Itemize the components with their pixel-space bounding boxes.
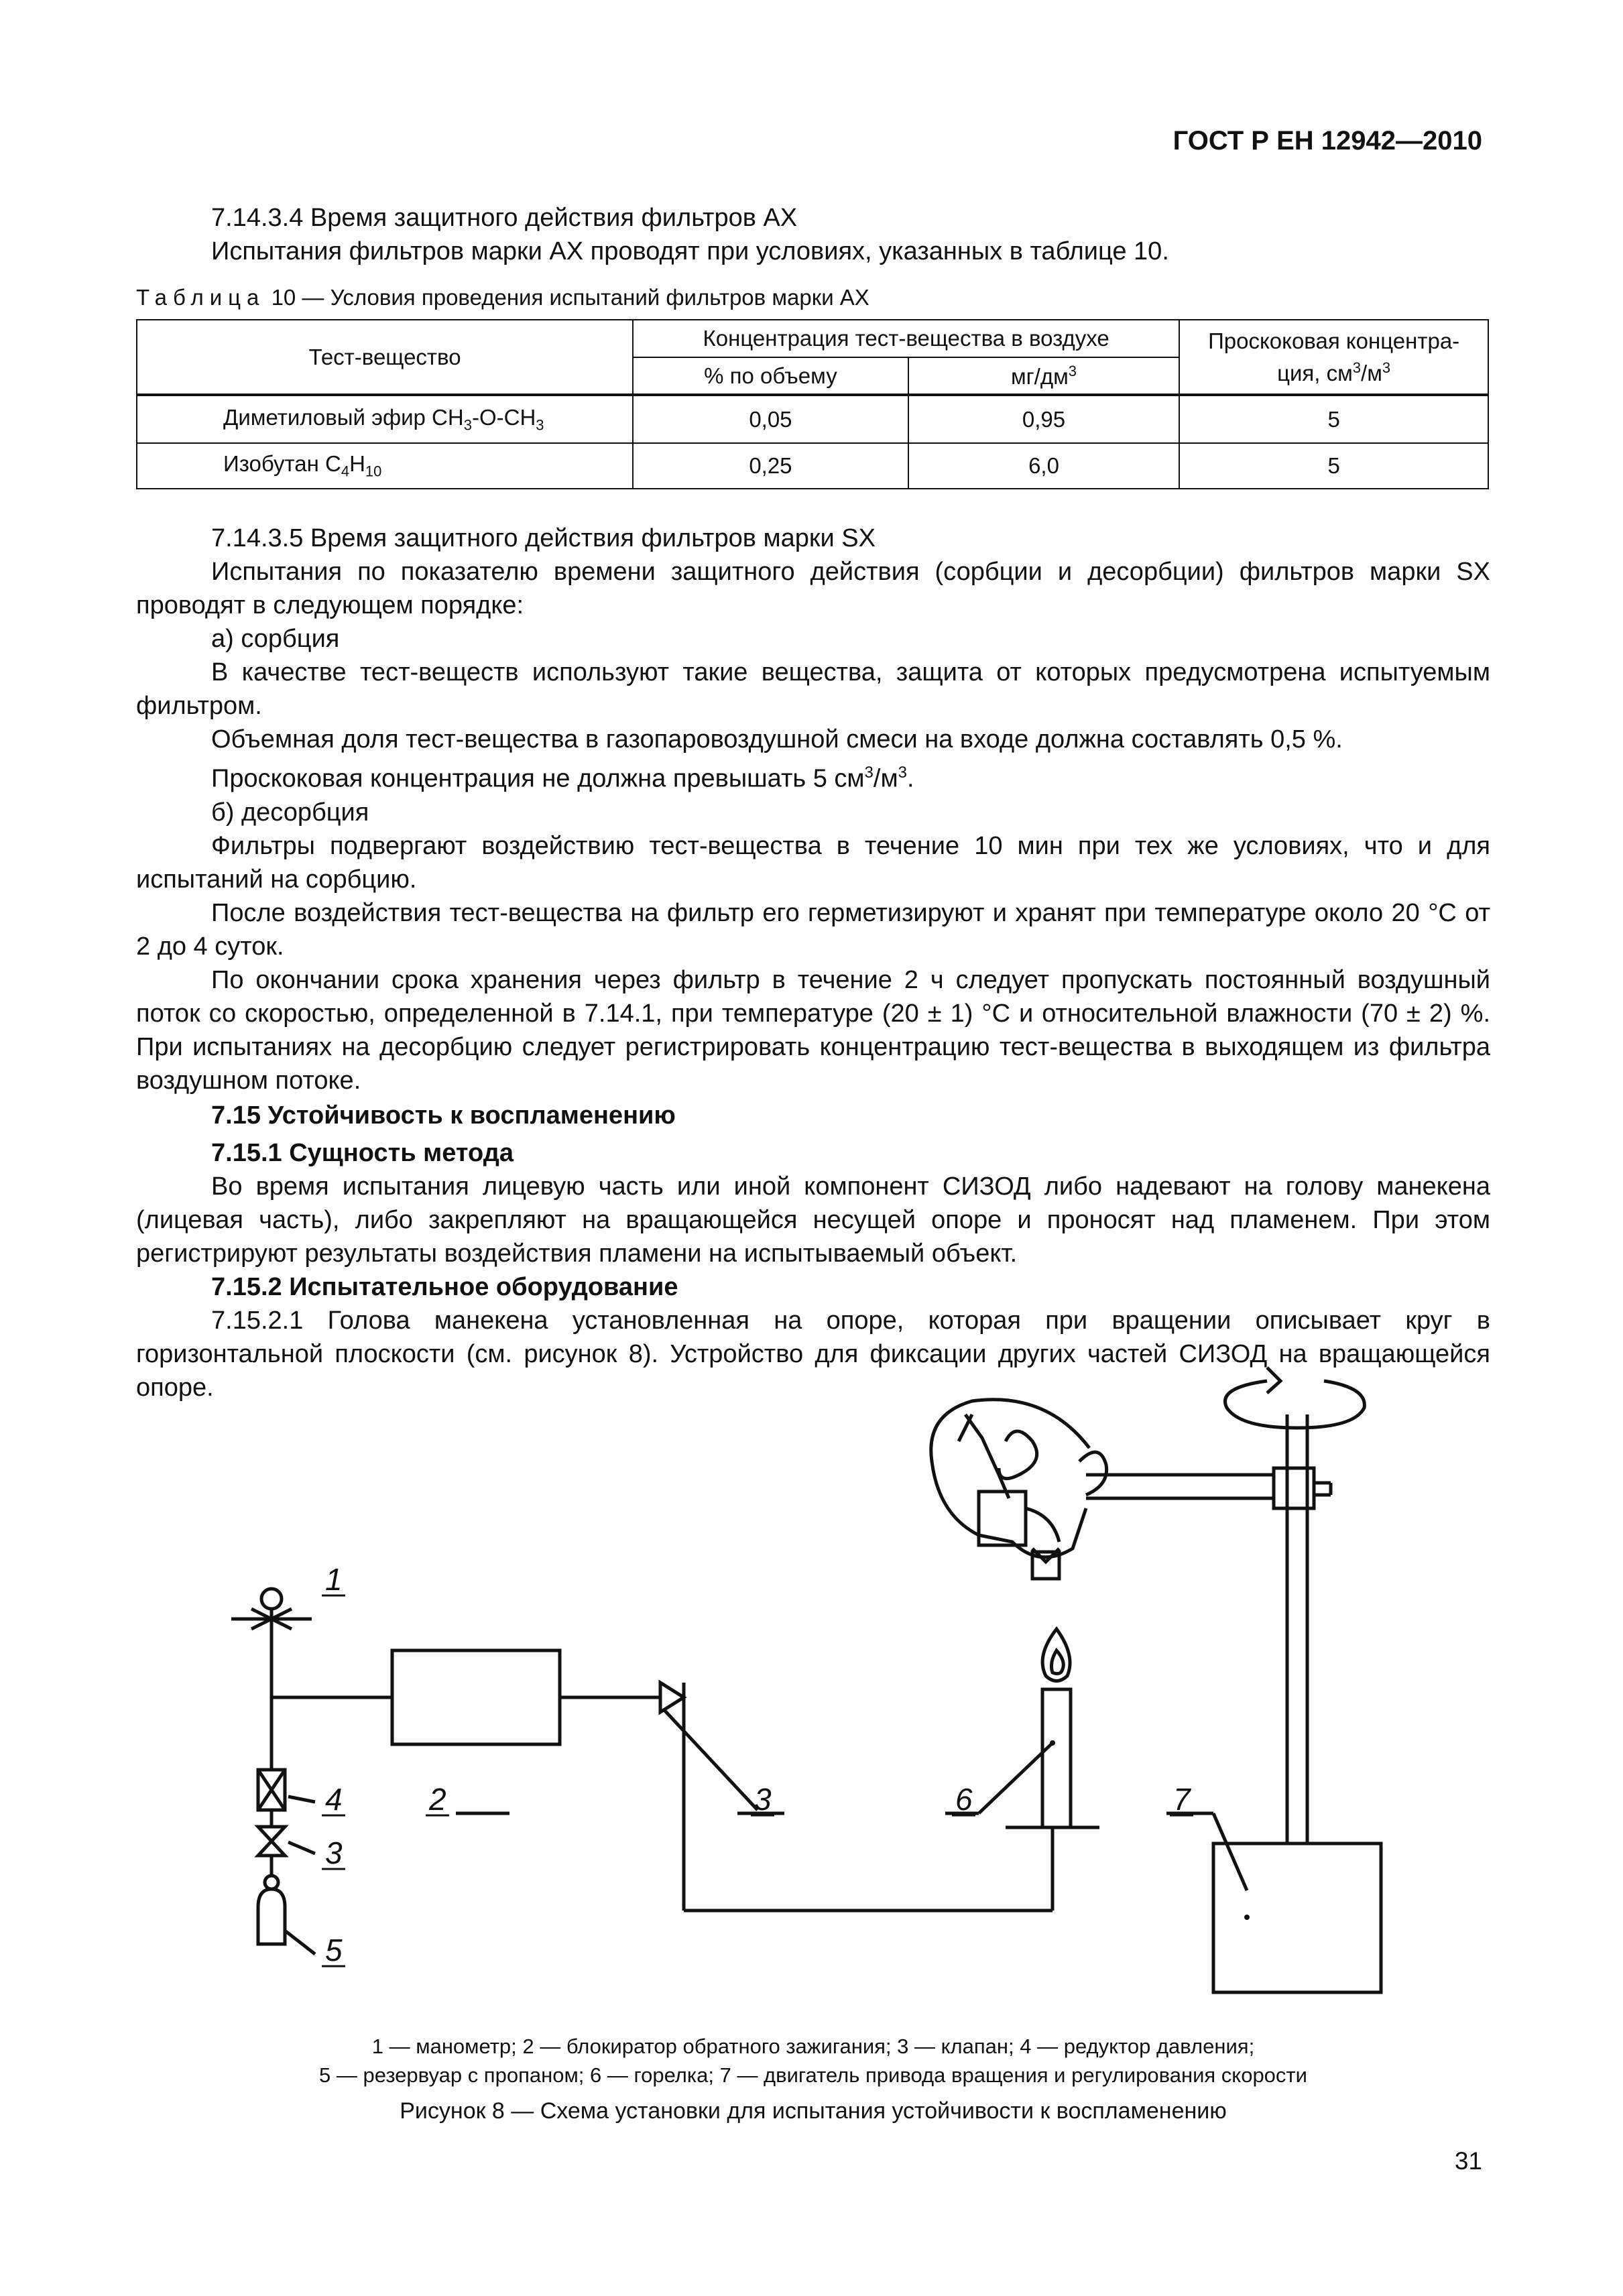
- label-6: 6: [955, 1782, 973, 1817]
- label-2: 2: [429, 1782, 446, 1817]
- valve-icon: [660, 1683, 684, 1712]
- figure-legend-line-2: 5 — резервуар с пропаном; 6 — горелка; 7 — двигатель привода вращения и регулирования скорости: [319, 2063, 1307, 2087]
- paragraph: По окончании срока хранения через фильтр в течение 2 ч следует пропускать постоянный воздушный поток со скоростью, определенной в 7.14.1, при температуре (20 ± 1) °С и относительной влажности (70 ± 2) %. При испытаниях на десорбцию следует регистрировать концентрацию тест-вещества в выходящем из фильтра воздушном потоке.: [136, 965, 1490, 1095]
- table-cell: 0,05: [633, 395, 908, 443]
- paragraph: Испытания по показателю времени защитного действия (сорбции и десорбции) фильтров марки SX проводят в следующем порядке:: [136, 558, 1490, 619]
- header-percent: % по объему: [633, 357, 908, 395]
- table-cell: Изобутан $C_4H_{10}$: [137, 443, 633, 489]
- subsection-title: 7.15.2 Испытательное оборудование: [211, 1272, 678, 1301]
- list-item: б) десорбция: [211, 798, 369, 827]
- document-header: ГОСТ Р ЕН 12942—2010: [1173, 126, 1482, 156]
- label-4: 4: [325, 1782, 343, 1817]
- paragraph: Во время испытания лицевую часть или иной компонент СИЗОД либо надевают на голову манекена (лицевая часть), либо закрепляют на вращающейся несущей опоре и проносят над пламенем. При этом регистрируют результаты воздействия пламени на испытываемый объект.: [136, 1172, 1490, 1268]
- paragraph: Проскоковая концентрация не должна превышать 5 $см^3/м^3$.: [211, 764, 914, 793]
- table-cell: 5: [1179, 443, 1488, 489]
- header-concentration: Концентрация тест-вещества в воздухе: [633, 320, 1179, 357]
- paragraph: 7.15.2.1 Голова манекена установленная на опоре, которая при вращении описывает круг в горизонтальной плоскости (см. рисунок 8). Устройство для фиксации других частей СИЗОД на вращающейся опоре.: [136, 1306, 1490, 1402]
- table-cell: 5: [1179, 395, 1488, 443]
- dummy-head-icon: [931, 1400, 1107, 1579]
- table-cell: Диметиловый эфир $CH_3-O-CH_3$: [137, 395, 633, 443]
- label-7: 7: [1173, 1782, 1191, 1817]
- label-3: 3: [754, 1782, 772, 1817]
- table-cell: 6,0: [908, 443, 1179, 489]
- label-1: 1: [325, 1562, 343, 1597]
- valve-icon: [258, 1827, 285, 1856]
- manometer-icon: [261, 1589, 282, 1609]
- paragraph: Испытания фильтров марки АХ проводят при условиях, указанных в таблице 10.: [211, 237, 1169, 265]
- paragraph: Фильтры подвергают воздействию тест-вещества в течение 10 мин при тех же условиях, что и для испытаний на сорбцию.: [136, 831, 1490, 894]
- propane-tank-icon: [258, 1889, 285, 1944]
- subsection-title: 7.15.1 Сущность метода: [211, 1138, 514, 1167]
- page-number: 31: [1454, 2147, 1482, 2175]
- figure-legend-line-1: 1 — манометр; 2 — блокиратор обратного зажигания; 3 — клапан; 4 — редуктор давления;: [371, 2035, 1255, 2058]
- paragraph: В качестве тест-веществ используют такие вещества, защита от которых предусмотрена испытуемым фильтром.: [136, 658, 1490, 720]
- label-5: 5: [325, 1933, 343, 1968]
- section-title: 7.15 Устойчивость к воспламенению: [211, 1101, 676, 1130]
- paragraph: Объемная доля тест-вещества в газопаровоздушной смеси на входе должна составлять 0,5 %.: [211, 725, 1343, 753]
- header-mgdm: $мг/дм^3$: [908, 357, 1179, 395]
- burner-icon: [1042, 1689, 1071, 1827]
- header-breakthrough: Проскоковая концентра- ция, $см^3/м^3$: [1179, 320, 1488, 395]
- paragraph: После воздействия тест-вещества на фильтр его герметизируют и хранят при температуре около 20 °С от 2 до 4 суток.: [136, 898, 1490, 961]
- table-cell: 0,95: [908, 395, 1179, 443]
- rotation-arrow-icon: [1225, 1381, 1365, 1428]
- label-3-lower: 3: [325, 1835, 343, 1870]
- section-title: 7.14.3.4 Время защитного действия фильтров АХ: [211, 204, 798, 232]
- figure-caption: Рисунок 8 — Схема установки для испытания устойчивости к воспламенению: [400, 2098, 1227, 2124]
- list-item: а) сорбция: [211, 625, 340, 653]
- header-substance: Тест-вещество: [137, 320, 633, 395]
- table-caption-word: Таблица: [136, 285, 265, 310]
- motor-box: [1213, 1844, 1381, 1992]
- flashback-arrestor-box: [392, 1650, 560, 1744]
- table-caption-text: 10 — Условия проведения испытаний фильтров марки АХ: [271, 285, 869, 310]
- section-title: 7.14.3.5 Время защитного действия фильтров марки SX: [211, 524, 876, 552]
- table-cell: 0,25: [633, 443, 908, 489]
